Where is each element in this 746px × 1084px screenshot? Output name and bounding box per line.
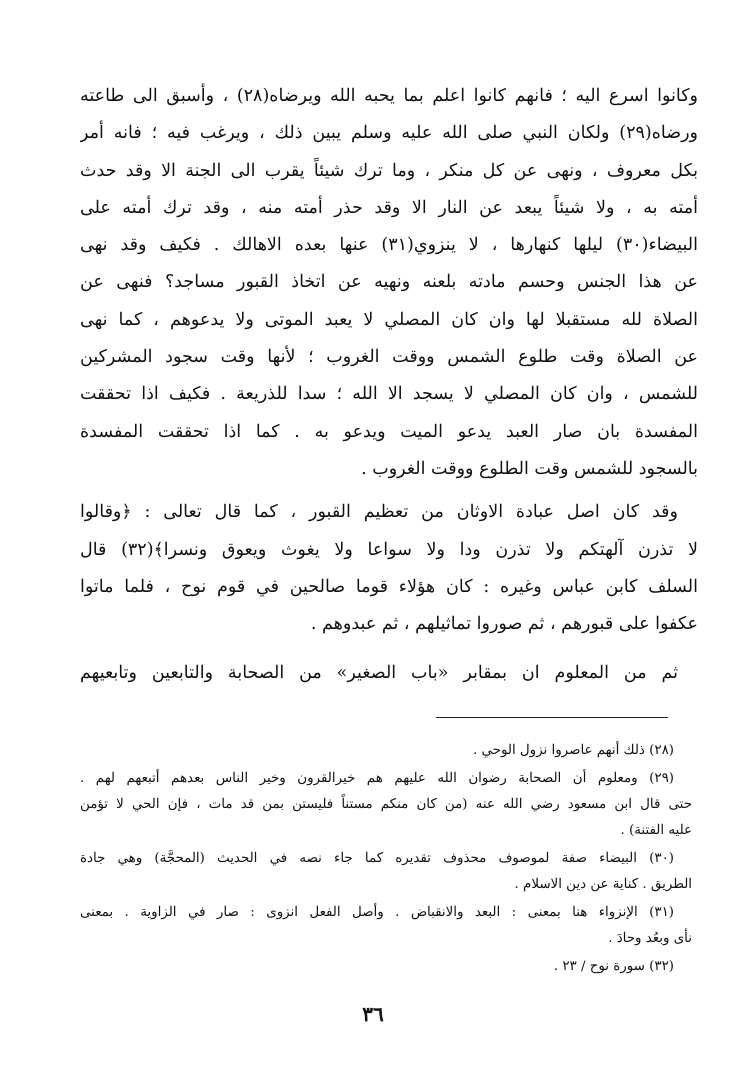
text-line: عكفوا على قبورهم ، ثم صوروا تماثيلهم ، ثم عبدوهم . bbox=[310, 614, 698, 635]
text-line: بكل معروف ، ونهى عن كل منكر ، وما ترك شيئاً يقرب الى الجنة الا وقد حدث bbox=[80, 160, 698, 181]
footnote-31 bbox=[80, 900, 692, 952]
text-line: البيضاء(٣٠) ليلها كنهارها ، لا ينزوي(٣١) عنها بعده الاهالك . فكيف وقد نهى bbox=[80, 235, 698, 256]
text-line: السلف كابن عباس وغيره : كان هؤلاء قوما صالحين في قوم نوح ، فلما ماتوا bbox=[80, 576, 698, 597]
footnote-28 bbox=[80, 738, 692, 764]
footnote-separator bbox=[436, 717, 668, 718]
footnote-line: عليه الفتنة) . bbox=[620, 823, 692, 838]
footnote-line: (٣٢) سورة نوح / ٢٣ . bbox=[553, 959, 674, 974]
text-line: ثم من المعلوم ان بمقابر «باب الصغير» من الصحابة والتابعين وتابعيهم bbox=[80, 663, 678, 684]
text-line: بالسجود للشمس وقت الطلوع ووقت الغروب . bbox=[361, 458, 698, 479]
text-line: ورضاه(٢٩) ولكان النبي صلى الله عليه وسلم يبين ذلك ، ويرغب فيه ؛ فانه أمر bbox=[80, 123, 698, 144]
text-line: أمته به ، ولا شيئاً يبعد عن النار الا وقد حذر أمته منه ، وقد ترك أمته على bbox=[80, 197, 698, 218]
text-line: المفسدة بان صار العبد يدعو الميت ويدعو به . كما اذا تحققت المفسدة bbox=[80, 421, 698, 442]
footnote-32 bbox=[80, 954, 692, 980]
footnote-line: (٣٠) البيضاء صفة لموصوف محذوف تقديره كما جاء نصه في الحديث (المحجَّة) وهي جادة bbox=[80, 851, 674, 866]
text-line: لا تذرن آلهتكم ولا تذرن ودا ولا سواعا ولا يغوث ويعوق ونسرا﴾(٣٢) قال bbox=[80, 539, 698, 560]
text-line: عن هذا الجنس وحسم مادته بلعنه ونهيه عن اتخاذ القبور مساجد؟ فنهى عن bbox=[80, 272, 698, 293]
text-line: وكانوا اسرع اليه ؛ فانهم كانوا اعلم بما يحبه الله ويرضاه(٢٨) ، وأسبق الى طاعته bbox=[80, 86, 698, 106]
main-text bbox=[80, 78, 698, 693]
footnote-30 bbox=[80, 846, 692, 898]
footnote-29 bbox=[80, 766, 692, 844]
text-line: عن الصلاة وقت طلوع الشمس ووقت الغروب ؛ لأنها وقت سجود المشركين bbox=[80, 347, 698, 368]
text-line: وقد كان اصل عبادة الاوثان من تعظيم القبور ، كما قال تعالى : ﴿وقالوا bbox=[80, 502, 678, 523]
footnotes bbox=[80, 738, 692, 982]
footnote-line: نأى وبعُد وحادَ . bbox=[608, 931, 692, 946]
paragraph-2 bbox=[80, 494, 698, 643]
page-number: ٣٦ bbox=[362, 1002, 384, 1026]
footnote-line: حتى قال ابن مسعود رضي الله عنه (من كان منكم مستناً فليستن بمن قد مات ، فإن الحي لا تؤمن bbox=[80, 797, 692, 812]
paragraph-3 bbox=[80, 655, 698, 692]
paragraph-1 bbox=[80, 78, 698, 488]
footnote-line: (٢٨) ذلك أنهم عاصروا نزول الوحي . bbox=[473, 743, 674, 758]
footnote-line: (٣١) الإنزواء هنا بمعنى : البعد والانقباض . وأصل الفعل انزوى : صار في الزاوية . بمعنى bbox=[80, 905, 674, 920]
text-line: الصلاة لله مستقبلا لها وان كان المصلي لا يعبد الموتى ولا يدعوهم ، كما نهى bbox=[80, 309, 698, 330]
footnote-line: الطريق . كناية عن دين الاسلام . bbox=[514, 877, 692, 892]
text-line: للشمس ، وان كان المصلي لا يسجد الا الله ؛ سدا للذريعة . فكيف اذا تحققت bbox=[80, 384, 698, 405]
footnote-line: (٢٩) ومعلوم أن الصحابة رضوان الله عليهم هم خيرالقرون وخير الناس بعدهم أتبعهم لهم . bbox=[80, 771, 674, 786]
